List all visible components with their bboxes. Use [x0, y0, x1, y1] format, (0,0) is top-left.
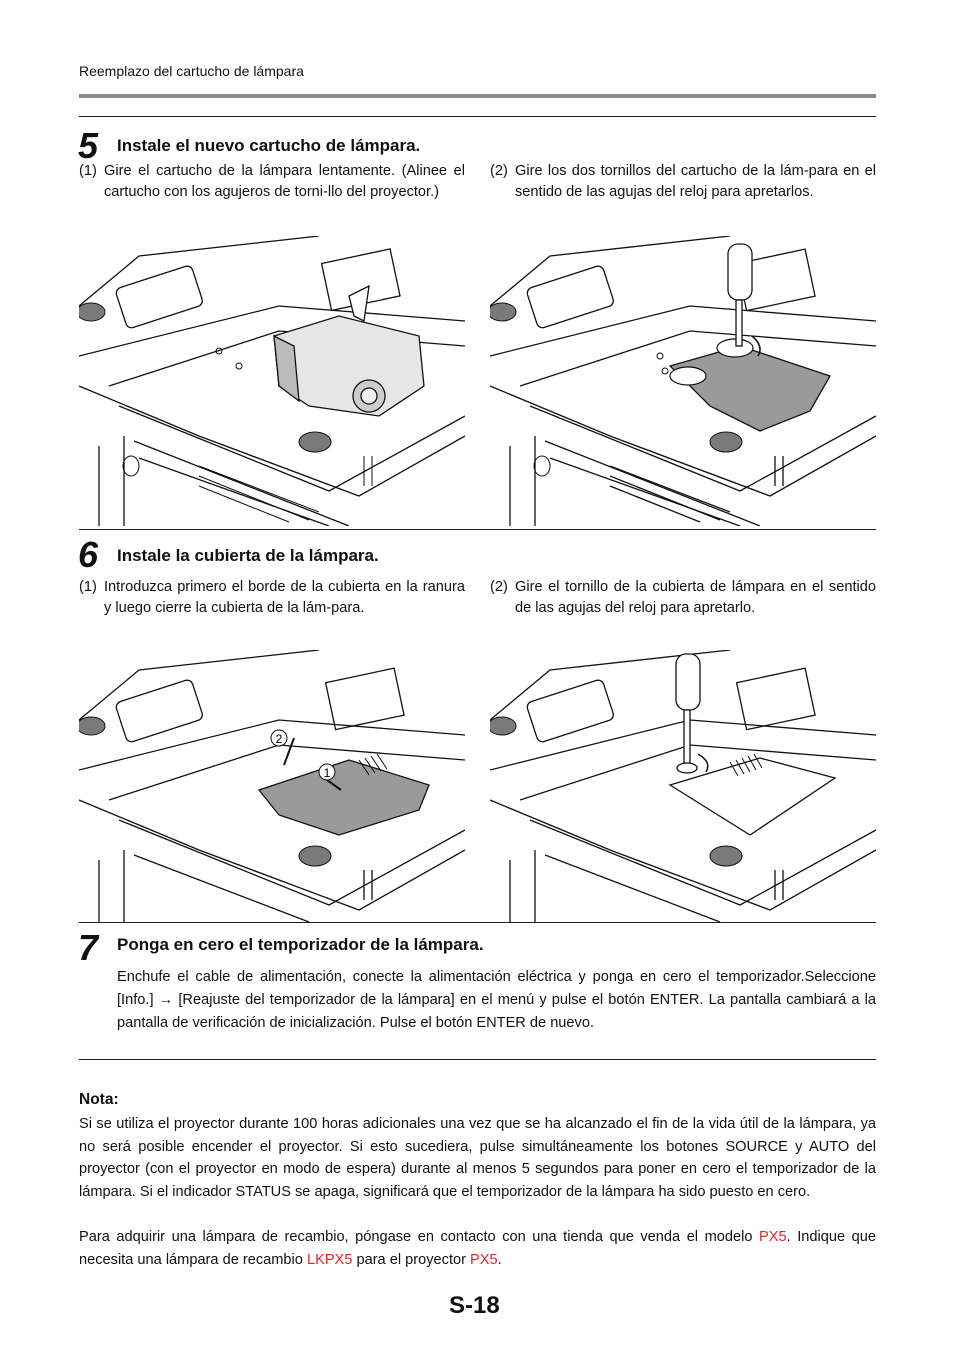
model-name: PX5 [759, 1229, 787, 1245]
item-number: (1) [79, 579, 97, 595]
note-paragraph-2 [79, 1226, 876, 1271]
section-rule [79, 529, 876, 530]
step-6-item-1 [79, 577, 465, 619]
figure-tighten-cover-screw [490, 650, 876, 922]
page-number: S-18 [449, 1292, 500, 1319]
step-6-number: 6 [78, 534, 99, 575]
running-header: Reemplazo del cartucho de lámpara [79, 63, 304, 79]
step-5-title: Instale el nuevo cartucho de lámpara. [117, 136, 421, 155]
step-5-number: 5 [78, 125, 99, 166]
model-name: PX5 [470, 1251, 498, 1268]
section-rule [79, 116, 876, 117]
step-6-item-2 [490, 577, 876, 619]
step-5-item-2 [490, 161, 876, 203]
callout-1: 1 [323, 766, 331, 780]
section-rule [79, 1059, 876, 1060]
step-7-number: 7 [78, 927, 99, 968]
header-rule [79, 94, 876, 98]
item-text: Gire el cartucho de la lámpara lentamente. (Alinee el cartucho con los agujeros de torni-llo del proyector.) [104, 163, 465, 200]
step-6-title: Instale la cubierta de la lámpara. [117, 546, 379, 565]
item-text: Introduzca primero el borde de la cubierta en la ranura y luego cierre la cubierta de la lám-para. [104, 579, 465, 616]
item-number: (1) [79, 163, 97, 179]
note-label: Nota: [79, 1091, 119, 1108]
note-text: . Indique que necesita una lámpara de recambio [79, 1229, 876, 1268]
note-text: Para adquirir una lámpara de recambio, póngase en contacto con una tienda que venda el modelo [79, 1229, 760, 1245]
item-text: Gire el tornillo de la cubierta de lámpara en el sentido de las agujas del reloj para apretarlo. [515, 579, 876, 616]
item-text: Gire los dos tornillos del cartucho de la lám-para en el sentido de las agujas del reloj para apretarlos. [515, 163, 876, 200]
step-5-item-1 [79, 161, 465, 203]
lamp-model-name: LKPX5 [306, 1251, 353, 1268]
item-number: (2) [490, 163, 508, 179]
note-text: para el proyector [352, 1251, 471, 1268]
figure-tighten-cartridge-screws [490, 236, 876, 526]
figure-install-cartridge [79, 236, 465, 526]
figure-insert-lamp-cover [79, 650, 465, 922]
step-7-title: Ponga en cero el temporizador de la lámpara. [117, 935, 484, 954]
callout-2: 2 [275, 732, 283, 746]
section-rule [79, 922, 876, 923]
step-7-body: Enchufe el cable de alimentación, conecte la alimentación eléctrica y ponga en cero el temporizador.Seleccione [Info.] → [Reajuste del temporizador de la lámpara] en el menú y pulse el botón ENTER. La pantalla cambiará a la pantalla de verificación de inicialización. Pulse el botón ENTER de nuevo. [117, 969, 876, 1031]
note-text: . [497, 1251, 502, 1268]
item-number: (2) [490, 579, 508, 595]
note-paragraph-1: Si se utiliza el proyector durante 100 horas adicionales una vez que se ha alcanzado el fin de la vida útil de la lámpara, ya no será posible encender el proyector. Si esto sucediera, pulse simultáneamente los botones SOURCE y AUTO del proyector (con el proyector en modo de espera) durante al menos 5 segundos para poner en cero el temporizador de la lámpara. Si el indicador STATUS se apaga, significará que el temporizador de la lámpara ha sido puesto en cero. [79, 1116, 876, 1200]
